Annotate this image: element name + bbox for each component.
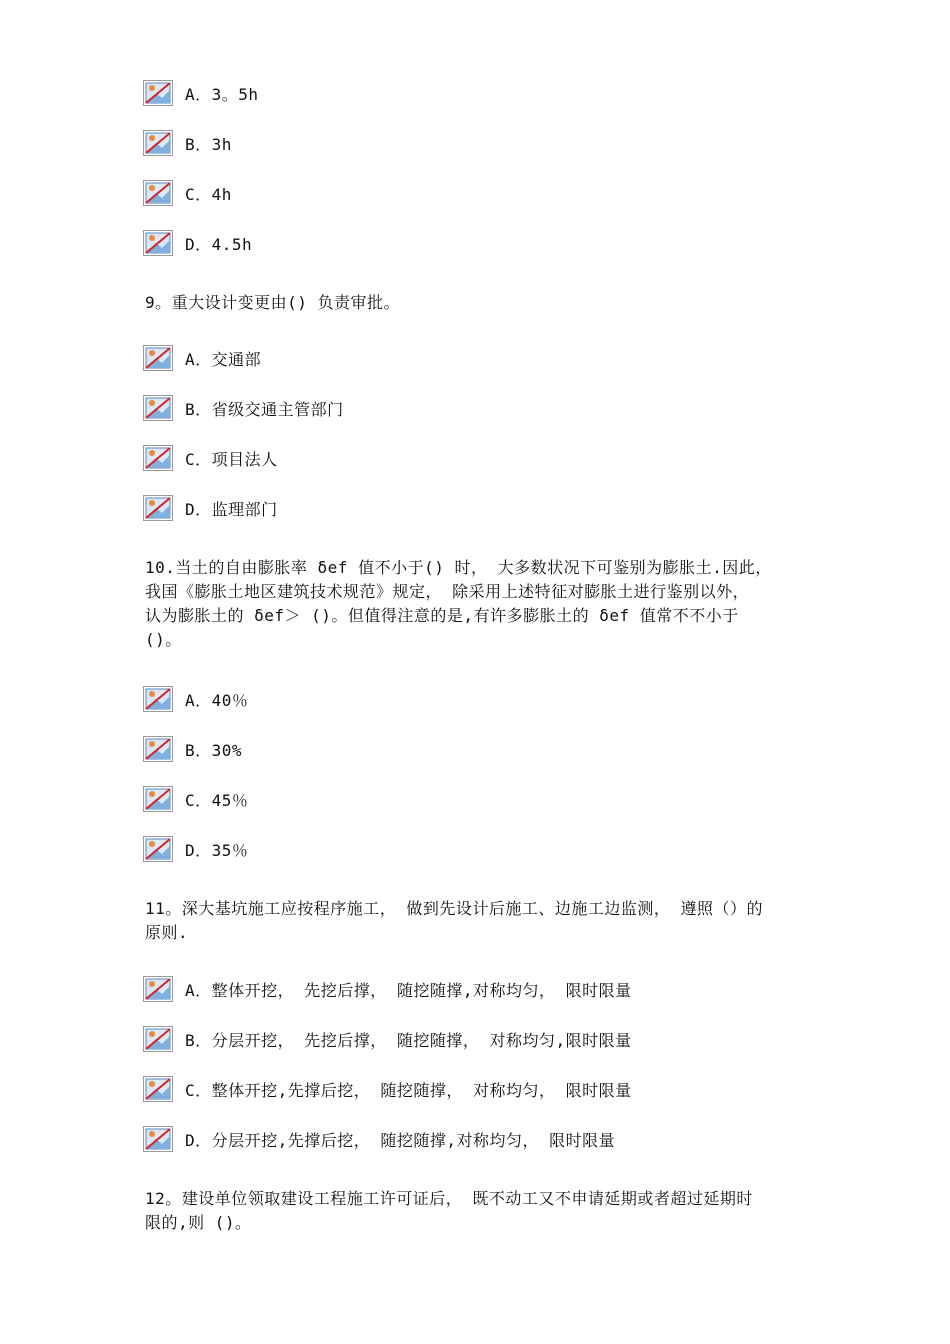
broken-image-icon: [143, 836, 173, 862]
option-q9-c[interactable]: [143, 443, 278, 473]
stem-line: 原则.: [145, 923, 189, 942]
option-label: C．45％: [185, 790, 249, 810]
option-label: D．35％: [185, 840, 249, 860]
option-label: D．监理部门: [185, 499, 278, 519]
broken-image-icon: [143, 395, 173, 421]
option-label: C．4h: [185, 184, 232, 204]
broken-image-icon: [143, 180, 173, 206]
option-label: B．30%: [185, 740, 243, 760]
option-label: B．分层开挖， 先挖后撑， 随挖随撑， 对称均匀,限时限量: [185, 1030, 632, 1050]
stem-line: 11。深大基坑施工应按程序施工， 做到先设计后施工、边施工边监测， 遵照（）的: [145, 899, 764, 918]
option-label: A．整体开挖， 先挖后撑， 随挖随撑,对称均匀， 限时限量: [185, 980, 632, 1000]
option-q11-c[interactable]: [143, 1074, 632, 1104]
question-9-stem: 9。重大设计变更由() 负责审批。: [145, 293, 401, 312]
option-q9-d[interactable]: [143, 493, 278, 523]
option-q8-a[interactable]: [143, 78, 259, 108]
option-q8-d[interactable]: [143, 228, 252, 258]
option-label: D．4.5h: [185, 234, 253, 254]
broken-image-icon: [143, 1076, 173, 1102]
broken-image-icon: [143, 736, 173, 762]
option-q10-c[interactable]: [143, 784, 248, 814]
option-label: A．3。5h: [185, 84, 259, 104]
option-label: D．分层开挖,先撑后挖， 随挖随撑,对称均匀， 限时限量: [185, 1130, 616, 1150]
option-q10-d[interactable]: [143, 834, 248, 864]
option-label: C．项目法人: [185, 449, 278, 469]
broken-image-icon: [143, 1026, 173, 1052]
broken-image-icon: [143, 345, 173, 371]
option-q8-b[interactable]: [143, 128, 232, 158]
stem-line: 限的,则 ()。: [145, 1213, 252, 1232]
option-label: C．整体开挖,先撑后挖， 随挖随撑， 对称均匀， 限时限量: [185, 1080, 632, 1100]
broken-image-icon: [143, 80, 173, 106]
option-label: B．3h: [185, 134, 232, 154]
question-11-stem: [145, 897, 815, 945]
broken-image-icon: [143, 686, 173, 712]
option-label: B．省级交通主管部门: [185, 399, 344, 419]
option-q9-b[interactable]: [143, 393, 344, 423]
question-10-stem: [145, 556, 815, 652]
broken-image-icon: [143, 1126, 173, 1152]
option-q11-b[interactable]: [143, 1024, 632, 1054]
stem-line: 认为膨胀土的 δef＞ ()。但值得注意的是,有许多膨胀土的 δef 值常不不小于: [145, 606, 739, 625]
question-12-stem: [145, 1187, 815, 1235]
option-q11-a[interactable]: [143, 974, 632, 1004]
option-label: A．交通部: [185, 349, 262, 369]
broken-image-icon: [143, 445, 173, 471]
broken-image-icon: [143, 976, 173, 1002]
broken-image-icon: [143, 495, 173, 521]
stem-line: 10.当土的自由膨胀率 δef 值不小于() 时， 大多数状况下可鉴别为膨胀土.因此，: [145, 558, 772, 577]
broken-image-icon: [143, 786, 173, 812]
broken-image-icon: [143, 230, 173, 256]
option-q10-b[interactable]: [143, 734, 242, 764]
stem-line: ()。: [145, 630, 182, 649]
option-q10-a[interactable]: [143, 684, 248, 714]
broken-image-icon: [143, 130, 173, 156]
option-label: A．40％: [185, 690, 249, 710]
option-q8-c[interactable]: [143, 178, 232, 208]
option-q11-d[interactable]: [143, 1124, 615, 1154]
stem-line: 12。建设单位领取建设工程施工许可证后， 既不动工又不申请延期或者超过延期时: [145, 1189, 753, 1208]
stem-line: 我国《膨胀土地区建筑技术规范》规定， 除采用上述特征对膨胀土进行鉴别以外，: [145, 582, 750, 601]
option-q9-a[interactable]: [143, 343, 261, 373]
